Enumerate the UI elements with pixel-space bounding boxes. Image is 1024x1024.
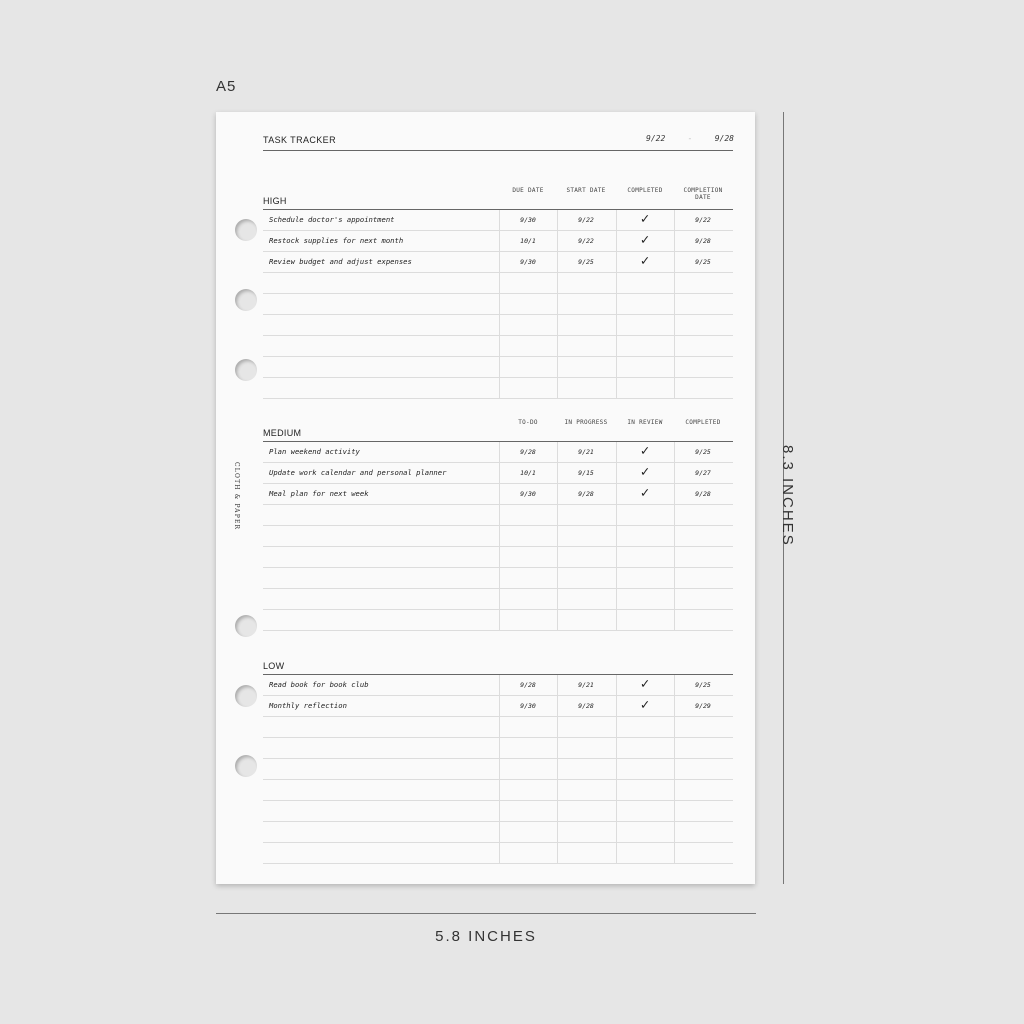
column-divider xyxy=(674,378,675,398)
table-row xyxy=(263,568,733,589)
task-name: Review budget and adjust expenses xyxy=(269,257,412,266)
punch-hole xyxy=(235,289,257,311)
column-divider xyxy=(557,273,558,293)
column-divider xyxy=(674,526,675,546)
column-header: COMPLETED xyxy=(685,419,721,426)
planner-page xyxy=(216,112,755,884)
column-divider xyxy=(557,505,558,525)
column-divider xyxy=(499,315,500,335)
column-divider xyxy=(499,526,500,546)
punch-hole xyxy=(235,359,257,381)
table-row xyxy=(263,315,733,336)
date-cell: 9/22 xyxy=(578,237,594,245)
column-divider xyxy=(557,717,558,737)
checkmark-icon: ✓ xyxy=(640,697,650,713)
column-divider xyxy=(557,610,558,630)
column-divider xyxy=(616,294,617,314)
column-divider xyxy=(499,547,500,567)
date-cell: 9/30 xyxy=(520,216,536,224)
column-header: TO-DO xyxy=(518,419,538,426)
task-name: Read book for book club xyxy=(269,680,369,689)
column-divider xyxy=(499,568,500,588)
table-row xyxy=(263,378,733,399)
column-divider xyxy=(616,780,617,800)
size-label: A5 xyxy=(216,78,237,95)
column-header: IN REVIEW xyxy=(627,419,663,426)
date-cell: 9/30 xyxy=(520,258,536,266)
table-row xyxy=(263,357,733,378)
table-row xyxy=(263,738,733,759)
column-divider xyxy=(499,717,500,737)
date-cell: 9/25 xyxy=(695,258,711,266)
table-row xyxy=(263,336,733,357)
punch-hole xyxy=(235,615,257,637)
checkmark-icon: ✓ xyxy=(640,253,650,269)
table-row xyxy=(263,463,733,484)
column-divider xyxy=(499,294,500,314)
column-divider xyxy=(616,801,617,821)
date-cell: 9/25 xyxy=(695,681,711,689)
table-row xyxy=(263,801,733,822)
column-divider xyxy=(674,738,675,758)
date-cell: 9/15 xyxy=(578,469,594,477)
date-cell: 9/30 xyxy=(520,702,536,710)
page-title: TASK TRACKER xyxy=(263,135,336,145)
section-title: HIGH xyxy=(263,196,287,206)
column-divider xyxy=(674,759,675,779)
table-row xyxy=(263,210,733,231)
date-cell: 9/25 xyxy=(695,448,711,456)
column-divider xyxy=(674,357,675,377)
table-row xyxy=(263,675,733,696)
title-divider xyxy=(263,150,733,151)
punch-hole xyxy=(235,219,257,241)
column-divider xyxy=(557,843,558,863)
table-row xyxy=(263,780,733,801)
column-divider xyxy=(499,273,500,293)
column-divider xyxy=(674,336,675,356)
punch-hole xyxy=(235,755,257,777)
date-cell: 10/1 xyxy=(520,469,536,477)
column-divider xyxy=(557,526,558,546)
column-divider xyxy=(557,822,558,842)
column-divider xyxy=(557,547,558,567)
punch-hole xyxy=(235,685,257,707)
table-row xyxy=(263,526,733,547)
date-cell: 9/28 xyxy=(695,490,711,498)
task-name: Restock supplies for next month xyxy=(269,236,404,245)
table-row xyxy=(263,822,733,843)
checkmark-icon: ✓ xyxy=(640,443,650,459)
table-row xyxy=(263,442,733,463)
column-divider xyxy=(499,505,500,525)
column-divider xyxy=(674,717,675,737)
task-table xyxy=(263,674,733,864)
column-divider xyxy=(674,589,675,609)
column-divider xyxy=(674,568,675,588)
column-divider xyxy=(557,378,558,398)
column-divider xyxy=(557,568,558,588)
date-cell: 9/28 xyxy=(520,681,536,689)
task-name: Plan weekend activity xyxy=(269,447,360,456)
checkmark-icon: ✓ xyxy=(640,232,650,248)
column-divider xyxy=(674,294,675,314)
task-name: Update work calendar and personal planner xyxy=(269,468,447,477)
column-divider xyxy=(674,315,675,335)
date-end: 9/28 xyxy=(714,134,734,143)
date-cell: 9/30 xyxy=(520,490,536,498)
table-row xyxy=(263,484,733,505)
date-cell: 9/21 xyxy=(578,448,594,456)
column-divider xyxy=(557,336,558,356)
column-divider xyxy=(557,589,558,609)
checkmark-icon: ✓ xyxy=(640,485,650,501)
column-divider xyxy=(616,589,617,609)
column-divider xyxy=(616,822,617,842)
date-cell: 9/28 xyxy=(695,237,711,245)
column-divider xyxy=(499,336,500,356)
column-divider xyxy=(616,568,617,588)
column-header: IN PROGRESS xyxy=(564,419,608,426)
column-divider xyxy=(499,378,500,398)
column-divider xyxy=(674,822,675,842)
date-cell: 9/29 xyxy=(695,702,711,710)
table-row xyxy=(263,505,733,526)
date-cell: 9/22 xyxy=(695,216,711,224)
column-divider xyxy=(616,610,617,630)
column-header: START DATE xyxy=(566,187,606,194)
table-row xyxy=(263,759,733,780)
column-divider xyxy=(499,801,500,821)
column-divider xyxy=(557,801,558,821)
date-cell: 9/28 xyxy=(578,702,594,710)
checkmark-icon: ✓ xyxy=(640,676,650,692)
column-divider xyxy=(499,738,500,758)
column-divider xyxy=(674,273,675,293)
column-divider xyxy=(674,610,675,630)
column-divider xyxy=(616,526,617,546)
width-measure-line xyxy=(216,913,756,914)
column-header: COMPLETED xyxy=(627,187,663,194)
column-divider xyxy=(674,547,675,567)
width-label: 5.8 INCHES xyxy=(435,928,537,945)
column-divider xyxy=(499,759,500,779)
column-divider xyxy=(616,759,617,779)
column-divider xyxy=(616,843,617,863)
column-header: COMPLETION DATE xyxy=(683,187,723,201)
date-cell: 10/1 xyxy=(520,237,536,245)
table-row xyxy=(263,252,733,273)
column-divider xyxy=(557,780,558,800)
table-row xyxy=(263,696,733,717)
section-title: MEDIUM xyxy=(263,428,302,438)
column-divider xyxy=(616,505,617,525)
task-name: Meal plan for next week xyxy=(269,489,369,498)
column-divider xyxy=(499,610,500,630)
task-table xyxy=(263,209,733,399)
date-cell: 9/25 xyxy=(578,258,594,266)
column-divider xyxy=(674,780,675,800)
table-row xyxy=(263,547,733,568)
column-divider xyxy=(557,357,558,377)
brand-logo: CLOTH & PAPER xyxy=(233,462,240,531)
column-divider xyxy=(616,315,617,335)
task-table xyxy=(263,441,733,631)
checkmark-icon: ✓ xyxy=(640,211,650,227)
column-divider xyxy=(674,505,675,525)
column-divider xyxy=(557,759,558,779)
column-divider xyxy=(616,357,617,377)
table-row xyxy=(263,231,733,252)
column-header: DUE DATE xyxy=(512,187,544,194)
table-row xyxy=(263,273,733,294)
height-label: 8.3 INCHES xyxy=(779,445,796,547)
checkmark-icon: ✓ xyxy=(640,464,650,480)
date-cell: 9/28 xyxy=(578,490,594,498)
table-row xyxy=(263,589,733,610)
column-divider xyxy=(499,589,500,609)
section-title: LOW xyxy=(263,661,285,671)
column-divider xyxy=(674,801,675,821)
column-divider xyxy=(616,547,617,567)
date-cell: 9/27 xyxy=(695,469,711,477)
task-name: Schedule doctor's appointment xyxy=(269,215,395,224)
date-range xyxy=(646,134,734,143)
table-row xyxy=(263,717,733,738)
column-divider xyxy=(499,822,500,842)
column-divider xyxy=(557,738,558,758)
date-cell: 9/28 xyxy=(520,448,536,456)
column-divider xyxy=(499,780,500,800)
task-name: Monthly reflection xyxy=(269,701,347,710)
table-row xyxy=(263,610,733,631)
column-divider xyxy=(616,273,617,293)
table-row xyxy=(263,843,733,864)
column-divider xyxy=(557,294,558,314)
column-divider xyxy=(557,315,558,335)
table-row xyxy=(263,294,733,315)
column-divider xyxy=(616,717,617,737)
date-cell: 9/22 xyxy=(578,216,594,224)
date-cell: 9/21 xyxy=(578,681,594,689)
date-start: 9/22 xyxy=(646,134,666,143)
column-divider xyxy=(499,843,500,863)
column-divider xyxy=(674,843,675,863)
column-divider xyxy=(616,336,617,356)
date-separator: - xyxy=(687,134,693,143)
column-divider xyxy=(499,357,500,377)
column-divider xyxy=(616,738,617,758)
column-divider xyxy=(616,378,617,398)
